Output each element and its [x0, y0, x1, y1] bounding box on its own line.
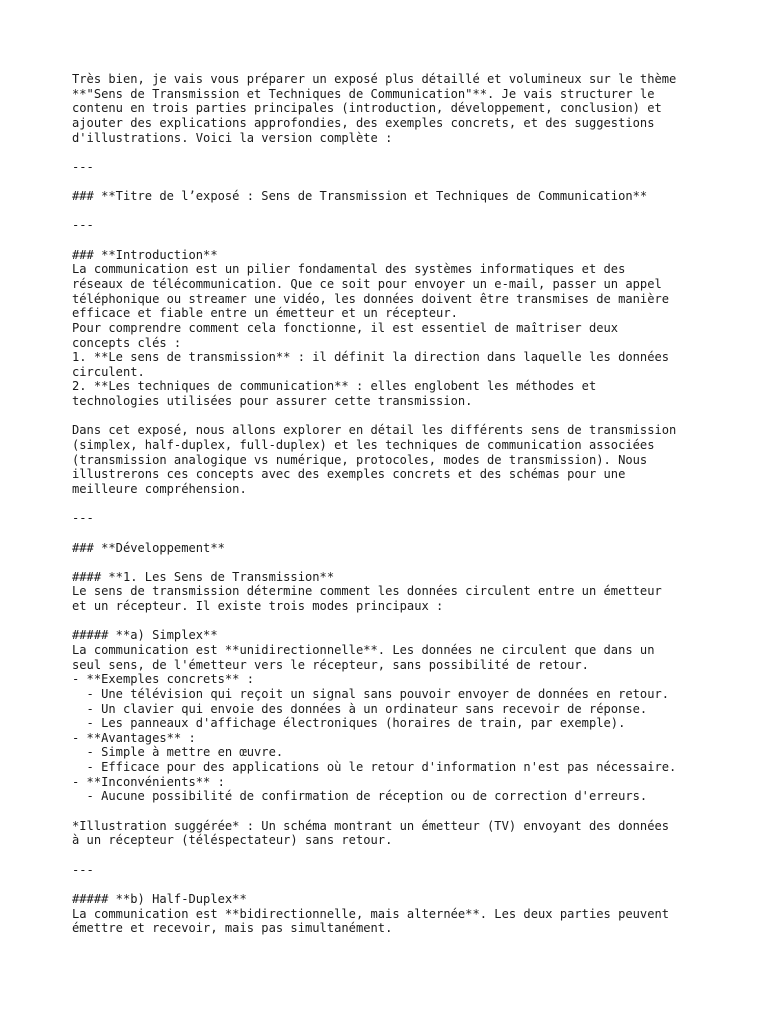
text-line: (transmission analogique vs numérique, protocoles, modes de transmission). Nous: [72, 452, 648, 467]
text-line: seul sens, de l'émetteur vers le récepteur, sans possibilité de retour.: [72, 657, 589, 672]
blank-line: [72, 497, 712, 512]
text-line: technologies utilisées pour assurer cette transmission.: [72, 394, 473, 409]
separator-line: ---: [72, 159, 94, 174]
text-line: La communication est un pilier fondamental des systèmes informatiques et des: [72, 262, 626, 277]
text-line: téléphonique ou streamer une vidéo, les données doivent être transmises de manière: [72, 291, 670, 306]
blank-line: [72, 409, 712, 424]
separator-line: ---: [72, 862, 94, 877]
separator-line: ---: [72, 218, 94, 233]
blank-line: [72, 848, 712, 863]
list-item-line: - **Exemples concrets** :: [72, 672, 255, 687]
list-item-line: - Les panneaux d'affichage électroniques (horaires de train, par exemple).: [72, 716, 626, 731]
list-item-line: - Un clavier qui envoie des données à un ordinateur sans recevoir de réponse.: [72, 701, 648, 716]
text-line: émettre et recevoir, mais pas simultanément.: [72, 921, 393, 936]
blank-line: [72, 233, 712, 248]
text-line: et un récepteur. Il existe trois modes principaux :: [72, 599, 444, 614]
text-line: meilleure compréhension.: [72, 481, 247, 496]
text-line: réseaux de télécommunication. Que ce soit pour envoyer un e-mail, passer un appel: [72, 276, 662, 291]
text-line: La communication est **bidirectionnelle, mais alternée**. Les deux parties peuvent: [72, 906, 670, 921]
heading-line: ##### **b) Half-Duplex**: [72, 891, 247, 906]
text-line: Très bien, je vais vous préparer un exposé plus détaillé et volumineux sur le thème: [72, 72, 677, 86]
text-line: La communication est **unidirectionnelle**. Les données ne circulent que dans un: [72, 642, 655, 657]
heading-line: #### **1. Les Sens de Transmission**: [72, 569, 335, 584]
document-page: [72, 72, 712, 936]
blank-line: [72, 877, 712, 892]
list-item-line: - Efficace pour des applications où le retour d'information n'est pas nécessaire.: [72, 760, 677, 775]
list-item-line: 2. **Les techniques de communication** : elles englobent les méthodes et: [72, 379, 597, 394]
text-line: d'illustrations. Voici la version complète :: [72, 130, 393, 145]
text-line: illustrerons ces concepts avec des exemples concrets et des schémas pour une: [72, 467, 626, 482]
list-item-line: - Une télévision qui reçoit un signal sans pouvoir envoyer de données en retour.: [72, 686, 670, 701]
blank-line: [72, 526, 712, 541]
text-line: (simplex, half-duplex, full-duplex) et les techniques de communication associées: [72, 438, 655, 453]
blank-line: [72, 614, 712, 629]
list-item-line: - **Avantages** :: [72, 730, 196, 745]
blank-line: [72, 145, 712, 160]
text-line: Pour comprendre comment cela fonctionne, il est essentiel de maîtriser deux: [72, 320, 619, 335]
text-line: **"Sens de Transmission et Techniques de Communication"**. Je vais structurer le: [72, 86, 655, 101]
text-line: concepts clés :: [72, 335, 182, 350]
separator-line: ---: [72, 511, 94, 526]
blank-line: [72, 204, 712, 219]
list-item-line: 1. **Le sens de transmission** : il définit la direction dans laquelle les données: [72, 350, 670, 365]
heading-line: ##### **a) Simplex**: [72, 628, 218, 643]
text-line: circulent.: [72, 364, 145, 379]
text-line: *Illustration suggérée* : Un schéma montrant un émetteur (TV) envoyant des données: [72, 818, 670, 833]
text-line: Dans cet exposé, nous allons explorer en détail les différents sens de transmission: [72, 423, 677, 438]
text-line: Le sens de transmission détermine comment les données circulent entre un émetteur: [72, 584, 662, 599]
text-line: contenu en trois parties principales (introduction, développement, conclusion) et: [72, 101, 662, 116]
list-item-line: - **Inconvénients** :: [72, 774, 225, 789]
heading-line: ### **Titre de l’exposé : Sens de Transmission et Techniques de Communication**: [72, 189, 648, 204]
list-item-line: - Aucune possibilité de confirmation de réception ou de correction d'erreurs.: [72, 789, 648, 804]
blank-line: [72, 555, 712, 570]
text-line: efficace et fiable entre un émetteur et un récepteur.: [72, 306, 458, 321]
list-item-line: - Simple à mettre en œuvre.: [72, 745, 284, 760]
blank-line: [72, 174, 712, 189]
heading-line: ### **Introduction**: [72, 247, 218, 262]
text-line: ajouter des explications approfondies, des exemples concrets, et des suggestions: [72, 115, 655, 130]
heading-line: ### **Développement**: [72, 540, 225, 555]
text-line: à un récepteur (téléspectateur) sans retour.: [72, 833, 393, 848]
blank-line: [72, 804, 712, 819]
